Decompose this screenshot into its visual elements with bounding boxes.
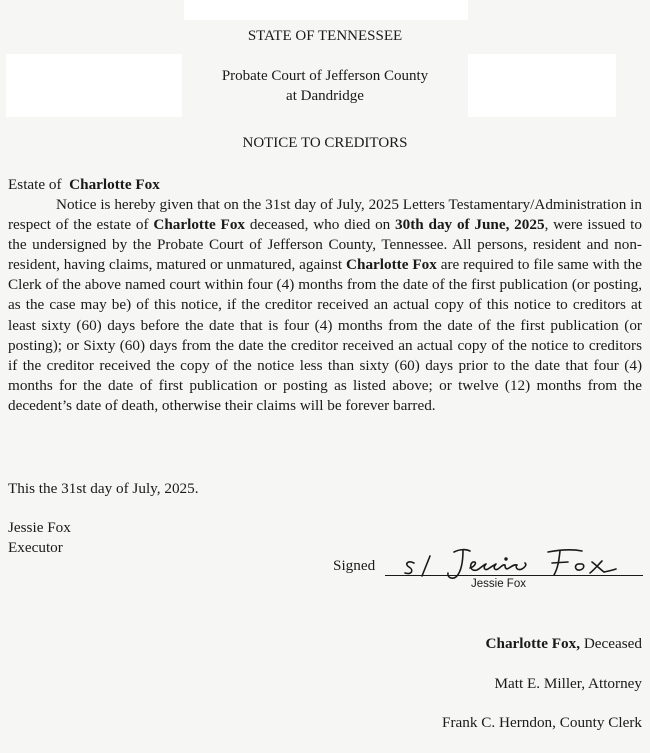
dated-line: This the 31st day of July, 2025.	[8, 480, 199, 497]
court-location: at Dandridge	[286, 88, 364, 104]
body-part4: are required to file same with the Clerk of the above named court within four (4) months from the date of the first publication (or posting, as the case may be) of this notice, if the creditor received an actual copy of this notice to creditors at least sixty (60) days before the date that is four (4) months from the date of the first publication (or posting); or Sixty (60) days from the date the creditor received an actual copy of the notice to creditors if the creditor received the copy of the notice less than sixty (60) days prior to the date that four (4) months for the date of first publication or posting as listed above; or twelve (12) months from the decedent’s date of death, otherwise their claims will be forever barred.	[8, 256, 642, 414]
attorney-line: Matt E. Miller, Attorney	[494, 675, 642, 692]
body-decedent-name: Charlotte Fox	[153, 216, 246, 234]
body-part1: Notice is hereby given that on the 31st day of July, 2025 Letters Testamentary/Administration in respect of the estate of	[8, 196, 642, 234]
clerk-line: Frank C. Herndon, County Clerk	[442, 714, 642, 731]
signature-line	[385, 575, 643, 576]
estate-name: Charlotte Fox	[69, 176, 160, 193]
signature-printed-name: Jessie Fox	[471, 578, 526, 590]
court-name: Probate Court of Jefferson County	[221, 68, 429, 84]
estate-label: Estate of	[8, 176, 62, 193]
executor-name: Jessie Fox	[8, 519, 71, 536]
body-part2: deceased, who died on	[245, 216, 396, 234]
estate-line	[8, 176, 160, 194]
body-death-date: 30th day of June, 2025	[395, 216, 545, 234]
signed-label: Signed	[333, 557, 376, 574]
notice-body	[8, 195, 642, 416]
deceased-name: Charlotte Fox,	[485, 635, 581, 652]
state-heading: STATE OF TENNESSEE	[247, 28, 403, 44]
deceased-label: Deceased	[580, 635, 642, 652]
executor-title: Executor	[8, 539, 63, 556]
body-part3: , were issued to the undersigned by the Probate Court of Jefferson County, Tennessee. All persons, resident and non-resident, having claims, matured or unmatured, against	[8, 216, 642, 274]
deceased-line	[486, 635, 642, 653]
notice-title: NOTICE TO CREDITORS	[242, 135, 408, 151]
handwritten-signature	[384, 534, 644, 584]
redaction-top	[184, 0, 468, 20]
body-decedent-name-2: Charlotte Fox	[346, 256, 437, 274]
